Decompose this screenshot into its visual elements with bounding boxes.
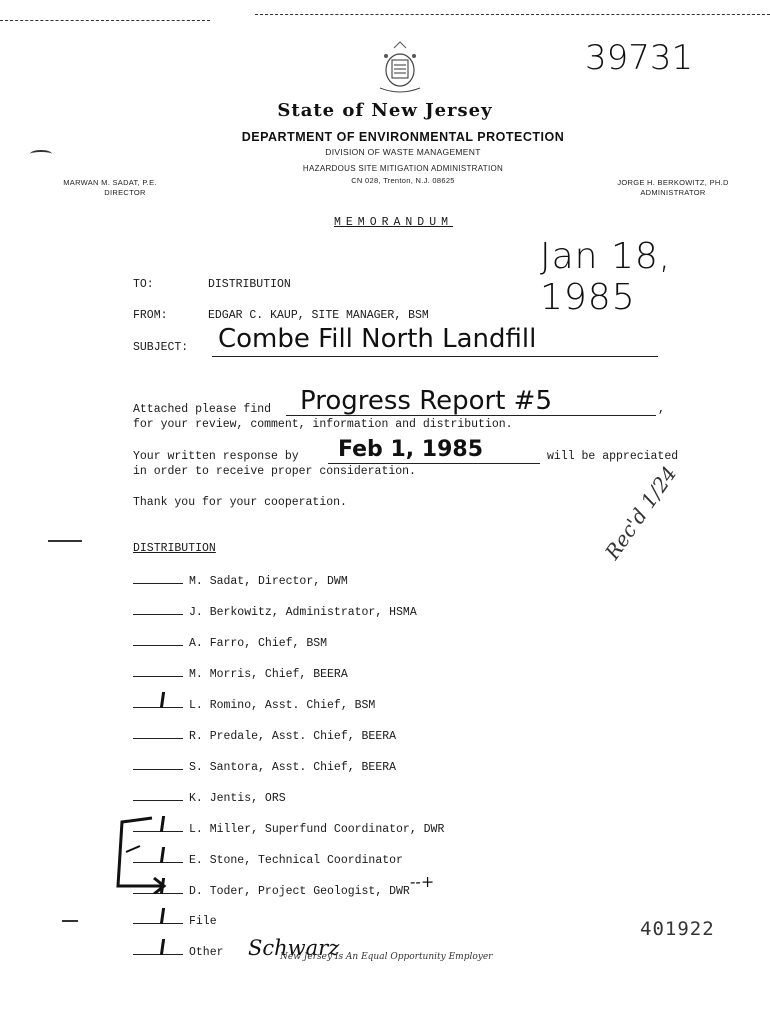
distribution-item: [133, 728, 396, 744]
attached-line2: for your review, comment, information and distribution.: [133, 418, 513, 431]
right-official-name: JORGE H. BERKOWITZ, PH.D: [617, 178, 729, 187]
distribution-item: [133, 790, 286, 806]
other-handwritten-name: Schwarz: [248, 936, 340, 960]
checkbox-line: [133, 635, 183, 646]
memo-date: Jan 18, 1985: [540, 236, 672, 318]
distribution-item-name: D. Toder, Project Geologist, DWR: [189, 885, 410, 898]
from-label: FROM:: [133, 309, 168, 322]
left-official-name: MARWAN M. SADAT, P.E.: [63, 178, 157, 187]
scan-mark: [48, 540, 82, 542]
check-mark-icon: [160, 939, 165, 955]
received-note: Rec'd 1/24: [600, 461, 682, 564]
response-prefix: Your written response by: [133, 450, 299, 463]
memo-heading: MEMORANDUM: [334, 216, 454, 229]
thanks-line: Thank you for your cooperation.: [133, 496, 347, 509]
distribution-item-name: K. Jentis, ORS: [189, 792, 286, 805]
distribution-item: [133, 604, 417, 620]
toder-scribble: --+: [410, 872, 435, 891]
scan-edge-line: [0, 20, 210, 21]
right-official-title: ADMINISTRATOR: [640, 188, 706, 197]
distribution-item-name: M. Morris, Chief, BEERA: [189, 668, 348, 681]
subject-line: [212, 356, 658, 357]
check-mark-icon: [160, 692, 165, 708]
attached-value: Progress Report #5: [300, 386, 553, 416]
attached-prefix: Attached please find: [133, 403, 272, 416]
checkbox-line: [133, 697, 183, 708]
department-name: DEPARTMENT OF ENVIRONMENTAL PROTECTION: [241, 130, 565, 144]
scan-edge-line: [255, 14, 770, 15]
document-number: 39731: [585, 38, 694, 78]
distribution-item-name: A. Farro, Chief, BSM: [189, 637, 328, 650]
checkbox-line: [133, 666, 183, 677]
distribution-heading: DISTRIBUTION: [133, 542, 216, 555]
footer-tagline: New Jersey Is An Equal Opportunity Employer: [280, 952, 493, 962]
distribution-item-name: L. Romino, Asst. Chief, BSM: [189, 699, 376, 712]
checkbox-line: [133, 944, 183, 955]
distribution-item: [133, 913, 217, 929]
bracket-arrow-mark: [110, 812, 180, 894]
checkbox-line: [133, 790, 183, 801]
check-mark-icon: [160, 908, 165, 924]
distribution-item: [133, 944, 224, 960]
checkbox-line: [133, 913, 183, 924]
distribution-item: [133, 666, 348, 682]
state-name: State of New Jersey: [277, 100, 493, 121]
response-value: Feb 1, 1985: [338, 437, 484, 462]
distribution-item-name: Other: [189, 946, 224, 959]
subject-label: SUBJECT:: [133, 341, 189, 354]
checkbox-line: [133, 728, 183, 739]
distribution-item: [133, 759, 396, 775]
division-name: DIVISION OF WASTE MANAGEMENT: [325, 147, 481, 157]
distribution-item-name: J. Berkowitz, Administrator, HSMA: [189, 606, 417, 619]
left-official-title: DIRECTOR: [104, 188, 146, 197]
attached-suffix: ,: [658, 403, 665, 416]
distribution-item-name: L. Miller, Superfund Coordinator, DWR: [189, 823, 445, 836]
distribution-item: [133, 697, 375, 713]
response-line: [328, 463, 540, 464]
stamp-number: 401922: [640, 918, 715, 940]
address: CN 028, Trenton, N.J. 08625: [351, 176, 455, 185]
scan-mark: [62, 920, 78, 922]
checkbox-line: [133, 604, 183, 615]
distribution-item-name: E. Stone, Technical Coordinator: [189, 854, 403, 867]
subject-value: Combe Fill North Landfill: [218, 324, 537, 354]
response-line2: in order to receive proper consideration.: [133, 465, 416, 478]
distribution-item-name: M. Sadat, Director, DWM: [189, 575, 348, 588]
distribution-item: [133, 573, 348, 589]
distribution-item-name: S. Santora, Asst. Chief, BEERA: [189, 761, 397, 774]
from-value: EDGAR C. KAUP, SITE MANAGER, BSM: [208, 309, 429, 322]
to-value: DISTRIBUTION: [208, 278, 291, 291]
checkbox-line: [133, 759, 183, 770]
response-suffix: will be appreciated: [547, 450, 679, 463]
state-seal-icon: [372, 38, 428, 98]
administration-name: HAZARDOUS SITE MITIGATION ADMINISTRATION: [302, 164, 504, 173]
to-label: TO:: [133, 278, 154, 291]
checkbox-line: [133, 573, 183, 584]
distribution-item-name: File: [189, 915, 217, 928]
distribution-item-name: R. Predale, Asst. Chief, BEERA: [189, 730, 397, 743]
distribution-item: [133, 635, 327, 651]
